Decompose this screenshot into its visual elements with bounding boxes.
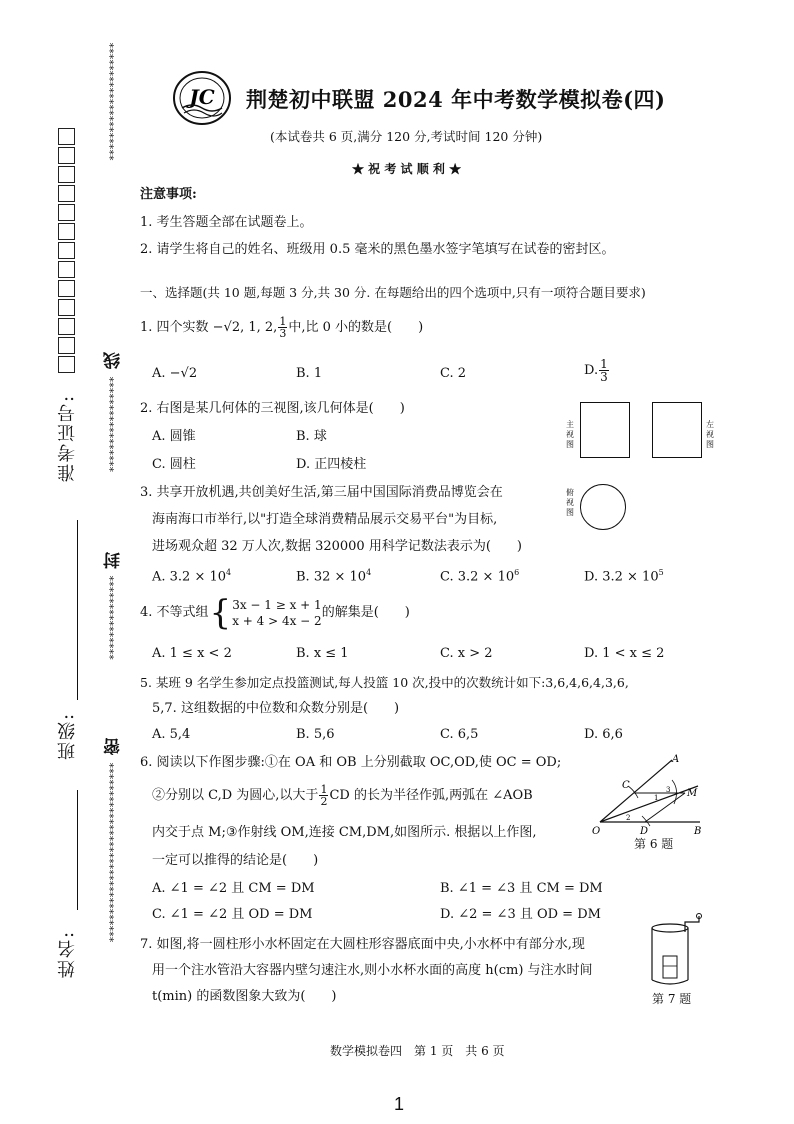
- q2-option-d[interactable]: D. 正四棱柱: [296, 457, 367, 472]
- angle-1-label: 1: [654, 794, 659, 802]
- q1-option-d[interactable]: [584, 358, 610, 383]
- q3-a-exp: 4: [226, 568, 232, 577]
- q1-option-d-label: D.: [584, 362, 599, 378]
- q5-option-d[interactable]: D. 6,6: [584, 727, 623, 742]
- exam-id-digit-box[interactable]: [58, 299, 75, 316]
- seal-mi-char: 密: [104, 738, 124, 755]
- top-view-label: 俯视图: [566, 488, 574, 517]
- q3-b-exp: 4: [366, 568, 372, 577]
- q3-c-exp: 6: [514, 568, 520, 577]
- q6-option-c[interactable]: C. ∠1 = ∠2 且 OD = DM: [152, 907, 313, 922]
- exam-id-digit-box[interactable]: [58, 356, 75, 373]
- q3-d-exp: 5: [658, 568, 664, 577]
- q3-option-c[interactable]: [440, 564, 519, 586]
- jc-logo: [172, 70, 232, 126]
- inequality-brace: {: [209, 593, 232, 633]
- seal-stars-top: *********************: [103, 42, 116, 161]
- q6-option-a[interactable]: A. ∠1 = ∠2 且 CM = DM: [152, 881, 315, 896]
- q2-option-b[interactable]: B. 球: [296, 429, 327, 444]
- q6-option-b[interactable]: B. ∠1 = ∠3 且 CM = DM: [440, 881, 603, 896]
- name-underline[interactable]: [77, 790, 78, 910]
- section1-heading: 一、选择题(共 10 题,每题 3 分,共 30 分. 在每题给出的四个选项中,只有一项符合题目要求): [140, 285, 646, 300]
- q6-line3: 内交于点 M;③作射线 OM,连接 CM,DM,如图所示. 根据以上作图,: [152, 825, 537, 840]
- point-b-label: B: [694, 826, 702, 837]
- q1-option-a[interactable]: A. −√2: [152, 366, 198, 381]
- q6-fraction: [319, 784, 328, 807]
- q4-option-d[interactable]: D. 1 < x ≤ 2: [584, 646, 665, 661]
- seal-stars-mid1: *****************: [103, 376, 116, 472]
- class-label: 班级:: [57, 711, 78, 760]
- name-label: 姓名:: [57, 929, 78, 978]
- point-o-label: O: [592, 826, 601, 837]
- top-view-circle: [580, 484, 626, 530]
- angle-3-label: 3: [666, 786, 671, 794]
- q3-d-base: D. 3.2 × 10: [584, 569, 659, 585]
- q1-stem: [140, 316, 423, 339]
- exam-id-digit-box[interactable]: [58, 204, 75, 221]
- note-item: 2. 请学生将自己的姓名、班级用 0.5 毫米的黑色墨水签字笔填写在试卷的密封区。: [140, 242, 615, 257]
- q5-line1: 5. 某班 9 名学生参加定点投篮测试,每人投篮 10 次,投中的次数统计如下:3,6,4,6,4,3,6,: [140, 675, 629, 690]
- q7-line3: t(min) 的函数图象大致为( ): [152, 989, 337, 1004]
- q5-option-a[interactable]: A. 5,4: [152, 727, 191, 742]
- q5-line2: 5,7. 这组数据的中位数和众数分别是( ): [152, 701, 400, 716]
- q4-option-a[interactable]: A. 1 ≤ x < 2: [152, 646, 232, 661]
- q1-option-b[interactable]: B. 1: [296, 366, 323, 381]
- exam-id-digit-box[interactable]: [58, 223, 75, 240]
- seal-line-char: 线: [104, 352, 124, 369]
- angle-2-label: 2: [626, 814, 631, 822]
- q7-line2: 用一个注水管沿大容器内壁匀速注水,则小水杯水面的高度 h(cm) 与注水时间: [152, 963, 593, 978]
- inequality-system: [232, 597, 322, 629]
- exam-id-digit-box[interactable]: [58, 318, 75, 335]
- exam-id-digit-box[interactable]: [58, 128, 75, 145]
- q4-suffix: 的解集是( ): [321, 605, 410, 620]
- q1-d-den: 3: [600, 370, 608, 384]
- q3-b-base: B. 32 × 10: [296, 569, 367, 585]
- q5-option-b[interactable]: B. 5,6: [296, 727, 335, 742]
- point-d-label: D: [640, 826, 649, 837]
- q6-frac-num: 1: [320, 783, 328, 796]
- exam-id-label: 准考证号:: [57, 393, 78, 482]
- page-title: 荆楚初中联盟 2024 年中考数学模拟卷(四): [246, 87, 666, 112]
- q3-line2: 海南海口市举行,以"打造全球消费精品展示交易平台"为目标,: [152, 512, 498, 527]
- q3-c-base: C. 3.2 × 10: [440, 569, 515, 585]
- q3-option-d[interactable]: [584, 564, 664, 586]
- q3-line1: 3. 共享开放机遇,共创美好生活,第三届中国国际消费品博览会在: [140, 485, 503, 500]
- page-number: 1: [394, 1094, 405, 1114]
- exam-id-digit-box[interactable]: [58, 166, 75, 183]
- q2-stem: 2. 右图是某几何体的三视图,该几何体是( ): [140, 401, 405, 416]
- notes-heading: 注意事项:: [140, 187, 197, 202]
- q6-line4: 一定可以推得的结论是( ): [152, 853, 319, 868]
- note-item: 1. 考生答题全部在试题卷上。: [140, 215, 313, 230]
- q6-line2-a: ②分别以 C,D 为圆心,以大于: [152, 787, 319, 803]
- exam-id-digit-box[interactable]: [58, 261, 75, 278]
- inequality-1: 3x − 1 ≥ x + 1: [232, 598, 322, 612]
- q4-prefix: 4. 不等式组: [140, 605, 209, 620]
- exam-id-digit-box[interactable]: [58, 280, 75, 297]
- water-container-figure: [645, 912, 710, 992]
- q1-d-num: 1: [600, 357, 608, 371]
- q1-stem-b: 中,比 0 小的数是( ): [288, 319, 424, 335]
- page-footer: 数学模拟卷四 第 1 页 共 6 页: [330, 1044, 505, 1058]
- q3-line3: 进场观众超 32 万人次,数据 320000 用科学记数法表示为( ): [152, 539, 522, 554]
- left-view-label: 左视图: [706, 420, 714, 449]
- point-a-label: A: [672, 754, 680, 765]
- exam-id-digit-box[interactable]: [58, 147, 75, 164]
- q4-stem: [140, 593, 410, 633]
- q2-option-a[interactable]: A. 圆锥: [152, 429, 196, 444]
- class-underline[interactable]: [77, 520, 78, 700]
- q4-option-c[interactable]: C. x > 2: [440, 646, 493, 661]
- logo-text: JC: [189, 85, 215, 109]
- q6-line1: 6. 阅读以下作图步骤:①在 OA 和 OB 上分别截取 OC,OD,使 OC = OD;: [140, 755, 562, 770]
- q3-option-a[interactable]: [152, 564, 231, 586]
- q1-fraction: [278, 316, 287, 339]
- q7-figure-caption: 第 7 题: [652, 992, 692, 1006]
- exam-id-digit-box[interactable]: [58, 242, 75, 259]
- exam-id-boxes[interactable]: [58, 128, 75, 373]
- q6-line2: [152, 784, 533, 807]
- q6-line2-b: CD 的长为半径作弧,两弧在 ∠AOB: [329, 787, 533, 803]
- seal-stars-mid2: ***************: [103, 575, 116, 660]
- q6-figure-caption: 第 6 题: [634, 837, 674, 851]
- front-view-rectangle: [580, 402, 630, 458]
- exam-subtitle: (本试卷共 6 页,满分 120 分,考试时间 120 分钟): [270, 129, 543, 144]
- q1-option-c[interactable]: C. 2: [440, 366, 467, 381]
- good-luck-wish: ★ 祝 考 试 顺 利 ★: [352, 162, 462, 176]
- q1-stem-a: 1. 四个实数 −√2, 1, 2,: [140, 319, 278, 335]
- inequality-2: x + 4 > 4x − 2: [232, 614, 322, 628]
- point-c-label: C: [622, 780, 630, 791]
- q6-frac-den: 2: [320, 795, 328, 808]
- q6-option-d[interactable]: D. ∠2 = ∠3 且 OD = DM: [440, 907, 601, 922]
- three-views-figure: [560, 398, 720, 533]
- exam-id-digit-box[interactable]: [58, 185, 75, 202]
- q4-option-b[interactable]: B. x ≤ 1: [296, 646, 349, 661]
- q3-a-base: A. 3.2 × 10: [152, 569, 227, 585]
- q7-line1: 7. 如图,将一圆柱形小水杯固定在大圆柱形容器底面中央,小水杯中有部分水,现: [140, 937, 585, 952]
- point-m-label: M: [687, 788, 698, 799]
- q1-frac-num: 1: [279, 315, 287, 328]
- front-view-label: 主视图: [566, 420, 574, 449]
- q3-option-b[interactable]: [296, 564, 371, 586]
- seal-feng-char: 封: [104, 552, 124, 569]
- q1-option-d-fraction: [599, 358, 609, 383]
- seal-stars-bottom: ********************************: [103, 762, 116, 942]
- q2-option-c[interactable]: C. 圆柱: [152, 457, 196, 472]
- left-view-rectangle: [652, 402, 702, 458]
- exam-id-digit-box[interactable]: [58, 337, 75, 354]
- q5-option-c[interactable]: C. 6,5: [440, 727, 479, 742]
- q1-frac-den: 3: [279, 327, 287, 340]
